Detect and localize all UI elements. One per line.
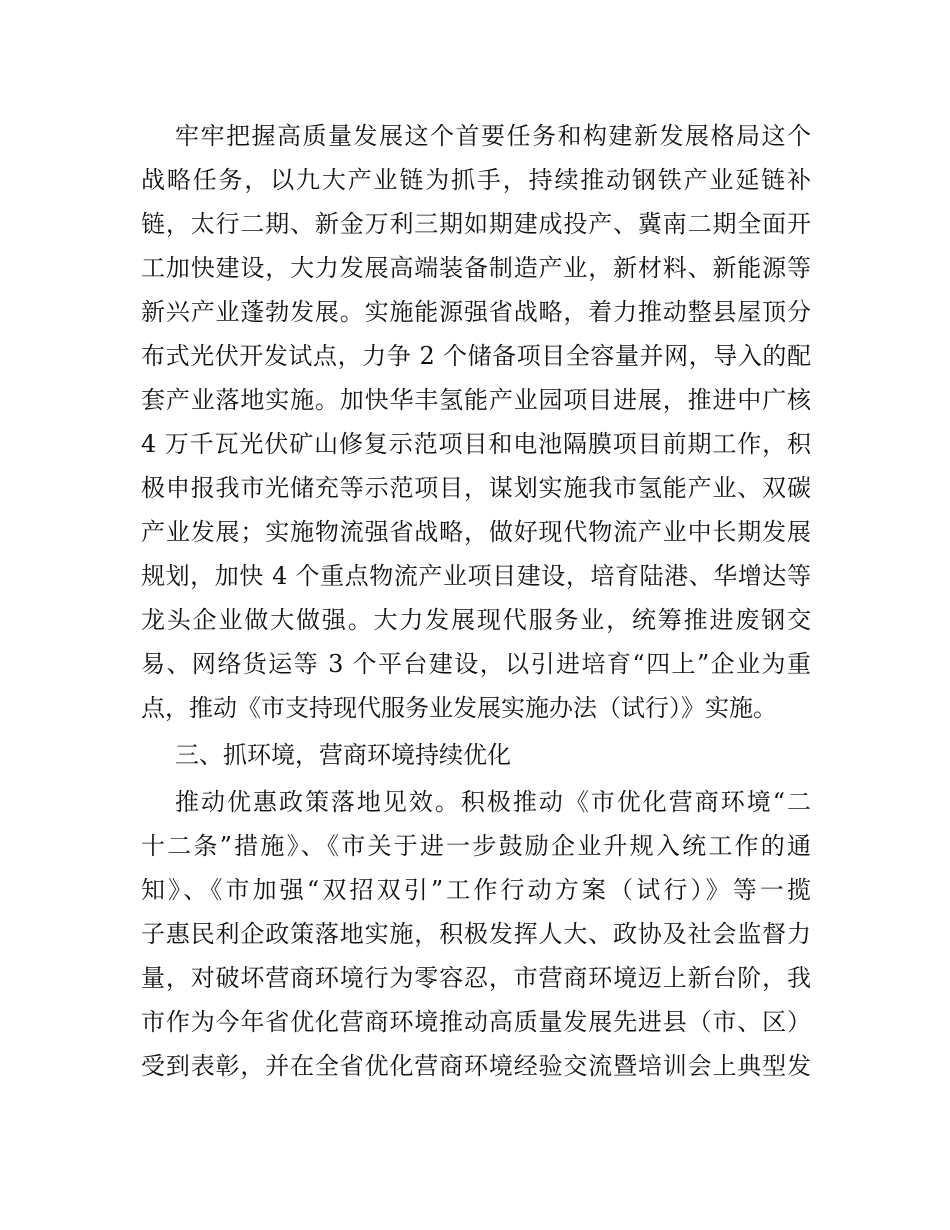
paragraph-1-line-10: 产业发展；实施物流强省战略，做好现代物流产业中长期发展: [141, 518, 811, 546]
paragraph-2-line-4: 子惠民利企政策落地实施，积极发挥人大、政协及社会监督力: [141, 920, 811, 948]
paragraph-1-line-7: 套产业落地实施。加快华丰氢能产业园项目进展，推进中广核: [141, 386, 811, 414]
paragraph-1-line-3: 链，太行二期、新金万利三期如期建成投产、冀南二期全面开: [141, 210, 811, 238]
paragraph-1-line-8: 4 万千瓦光伏矿山修复示范项目和电池隔膜项目前期工作，积: [141, 430, 811, 458]
paragraph-1-line-4: 工加快建设，大力发展高端装备制造产业，新材料、新能源等: [141, 254, 811, 282]
section-heading: 三、抓环境，营商环境持续优化: [175, 741, 511, 769]
paragraph-1-line-13: 易、网络货运等 3 个平台建设，以引进培育“四上”企业为重: [141, 650, 811, 678]
paragraph-2-line-6: 市作为今年省优化营商环境推动高质量发展先进县（市、区）: [141, 1008, 811, 1036]
paragraph-1-line-9: 极申报我市光储充等示范项目，谋划实施我市氢能产业、双碳: [141, 474, 811, 502]
paragraph-2-line-7: 受到表彰，并在全省优化营商环境经验交流暨培训会上典型发: [141, 1052, 811, 1080]
paragraph-2-line-1: 推动优惠政策落地见效。积极推动《市优化营商环境“二: [175, 788, 811, 816]
paragraph-2-line-5: 量，对破坏营商环境行为零容忍，市营商环境迈上新台阶，我: [141, 964, 811, 992]
paragraph-1-line-12: 龙头企业做大做强。大力发展现代服务业，统筹推进废钢交: [141, 606, 811, 634]
paragraph-1-line-2: 战略任务，以九大产业链为抓手，持续推动钢铁产业延链补: [141, 166, 811, 194]
paragraph-1-line-11: 规划，加快 4 个重点物流产业项目建设，培育陆港、华增达等: [141, 562, 811, 590]
paragraph-1-line-6: 布式光伏开发试点，力争 2 个储备项目全容量并网，导入的配: [141, 342, 811, 370]
paragraph-1-line-14: 点，推动《市支持现代服务业发展实施办法（试行）》实施。: [141, 694, 777, 722]
paragraph-1-line-1: 牢牢把握高质量发展这个首要任务和构建新发展格局这个: [175, 122, 811, 150]
paragraph-2-line-3: 知》、《市加强“双招双引”工作行动方案（试行）》等一揽: [141, 876, 811, 904]
paragraph-1-line-5: 新兴产业蓬勃发展。实施能源强省战略，着力推动整县屋顶分: [141, 298, 811, 326]
paragraph-2-line-2: 十二条”措施》、《市关于进一步鼓励企业升规入统工作的通: [141, 832, 811, 860]
